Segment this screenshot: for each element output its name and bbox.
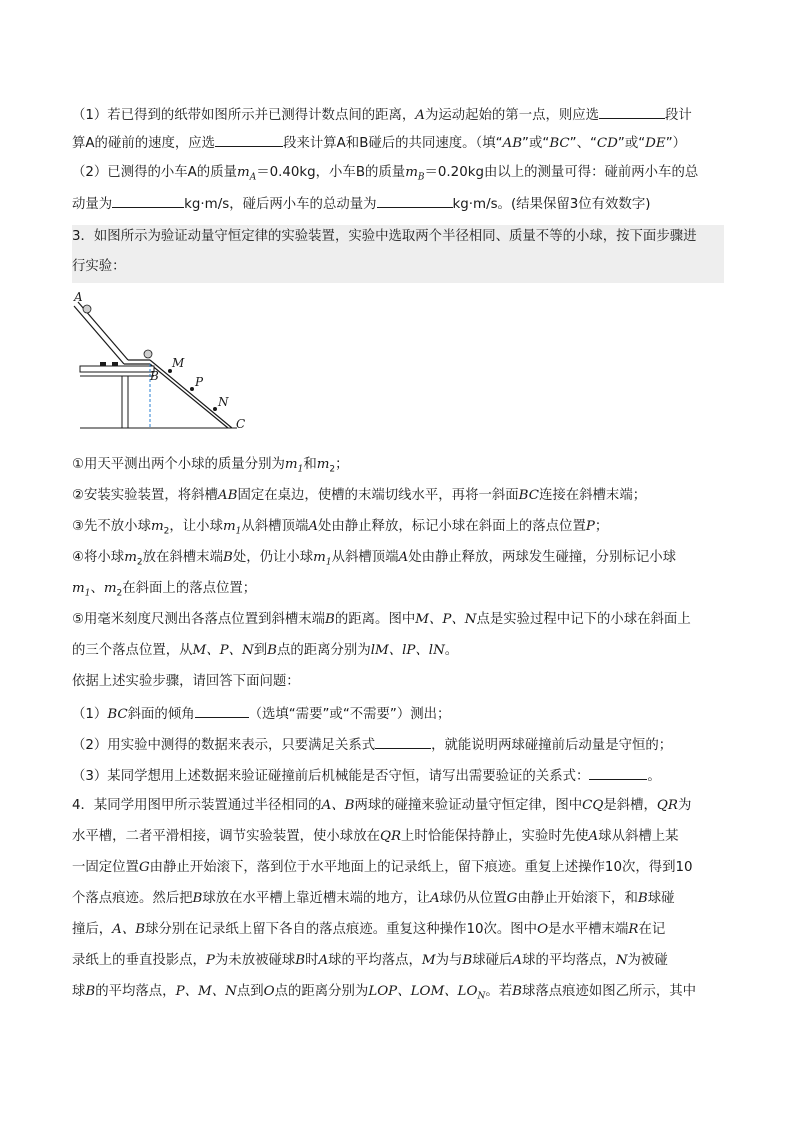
- label-b: B: [150, 369, 159, 383]
- q4-line-7: 球B的平均落点，P、M、N点到O点的距离分别为LOP、LOM、$LO_N$。若B球落点痕迹如图乙所示，其中: [72, 984, 697, 1002]
- blank-2[interactable]: [215, 132, 283, 147]
- q3-stem: [72, 225, 724, 283]
- step-4-line-2: $m_1$、$m_2$在斜面上的落点位置；: [72, 581, 257, 599]
- q3-stem-line-1: 3．如图所示为验证动量守恒定律的实验装置，实验中选取两个半径相同、质量不等的小球，按下面步骤进: [72, 229, 697, 244]
- incline-lower: [150, 364, 228, 428]
- q4-line-4: 个落点痕迹。然后把B球放在水平槽上靠近槽末端的地方，让A球仍从位置G由静止开始滚下，和B球碰: [72, 891, 675, 906]
- label-c: C: [236, 417, 246, 431]
- q3-sub-3: （3）某同学想用上述数据来验证碰撞前后机械能是否守恒，请写出需要验证的关系式： 。: [72, 765, 724, 787]
- chute-line-lower: [74, 306, 124, 364]
- blank-1[interactable]: [599, 104, 665, 119]
- step-2: ②安装实验装置，将斜槽AB固定在桌边，使槽的末端切线水平，再将一斜面BC连接在斜槽末端；: [72, 488, 647, 503]
- q3-sub-1: （1）BC斜面的倾角 （选填“需要”或“不需要”）测出；: [72, 703, 724, 725]
- q3-ask: 依据上述实验步骤，请回答下面问题：: [72, 674, 300, 689]
- clamp-1: [100, 362, 106, 366]
- q4-line-1: 4．某同学用图甲所示装置通过半径相同的A、B两球的碰撞来验证动量守恒定律，图中CQ是斜槽，QR为: [72, 798, 692, 813]
- blank-7[interactable]: [589, 765, 647, 780]
- label-n: N: [218, 395, 229, 409]
- blank-4[interactable]: [377, 193, 453, 208]
- step-4-line-1: ④将小球$m_2$放在斜槽末端B处，仍让小球$m_1$从斜槽顶端A处由静止释放，两球发生碰撞，分别标记小球: [72, 550, 677, 568]
- q3-stem-line-2: 行实验：: [72, 259, 126, 274]
- q3-sub-2: （2）用实验中测得的数据来表示，只要满足关系式 ，就能说明两球碰撞前后动量是守恒的；: [72, 734, 724, 756]
- label-a: A: [74, 290, 83, 304]
- point-p: [190, 387, 194, 391]
- clamp-2: [112, 362, 118, 366]
- step-5-line-2: 的三个落点位置，从M、P、N到B点的距离分别为lM、lP、lN。: [72, 643, 459, 658]
- incline-upper: [150, 360, 232, 428]
- q4-line-6: 录纸上的垂直投影点，P为未放被碰球B时A球的平均落点，M为与B球碰后A球的平均落点，N为被碰: [72, 953, 668, 968]
- label-m: M: [172, 356, 185, 370]
- step-5-line-1: ⑤用毫米刻度尺测出各落点位置到斜槽末端B的距离。图中M、P、N点是实验过程中记下的小球在斜面上: [72, 612, 691, 627]
- table-top: [80, 366, 154, 372]
- blank-5[interactable]: [195, 703, 249, 718]
- blank-6[interactable]: [375, 734, 431, 749]
- p1-line-4: 动量为 kg·m/s，碰后两小车的总动量为 kg·m/s。(结果保留3位有效数字): [72, 193, 724, 215]
- p1-line-2: 算A的碰前的速度，应选 段来计算A和B碰后的共同速度。（填“AB”或“BC”、“CD”或“DE”）: [72, 132, 724, 154]
- step-3: ③先不放小球$m_2$，让小球$m_1$从斜槽顶端A处由静止释放，标记小球在斜面上的落点位置P；: [72, 519, 609, 537]
- step-1: ①用天平测出两个小球的质量分别为$m_1$和$m_2$；: [72, 457, 349, 475]
- p1-line-3: （2）已测得的小车A的质量$m_A=0.40kg$，小车B的质量$m_B=0.20kg$由以上的测量可得：碰前两小车的总: [72, 165, 699, 183]
- blank-3[interactable]: [112, 193, 184, 208]
- point-n: [213, 407, 217, 411]
- experiment-figure: [72, 290, 252, 435]
- q4-line-5: 撞后，A、B球分别在记录纸上留下各自的落点痕迹。重复这种操作10次。图中O是水平槽末端R在记: [72, 922, 666, 937]
- ball-b: [144, 350, 152, 358]
- q4-line-2: 水平槽，二者平滑相接，调节实验装置，使小球放在QR上时恰能保持静止，实验时先使A球从斜槽上某: [72, 829, 679, 844]
- q4-line-3: 一固定位置G由静止开始滚下，落到位于水平地面上的记录纸上，留下痕迹。重复上述操作10次，得到10: [72, 860, 693, 875]
- ball-a: [83, 305, 91, 313]
- label-p: P: [195, 375, 204, 389]
- p1-line-1: （1）若已得到的纸带如图所示并已测得计数点间的距离，A为运动起始的第一点，则应选 段计: [72, 104, 724, 126]
